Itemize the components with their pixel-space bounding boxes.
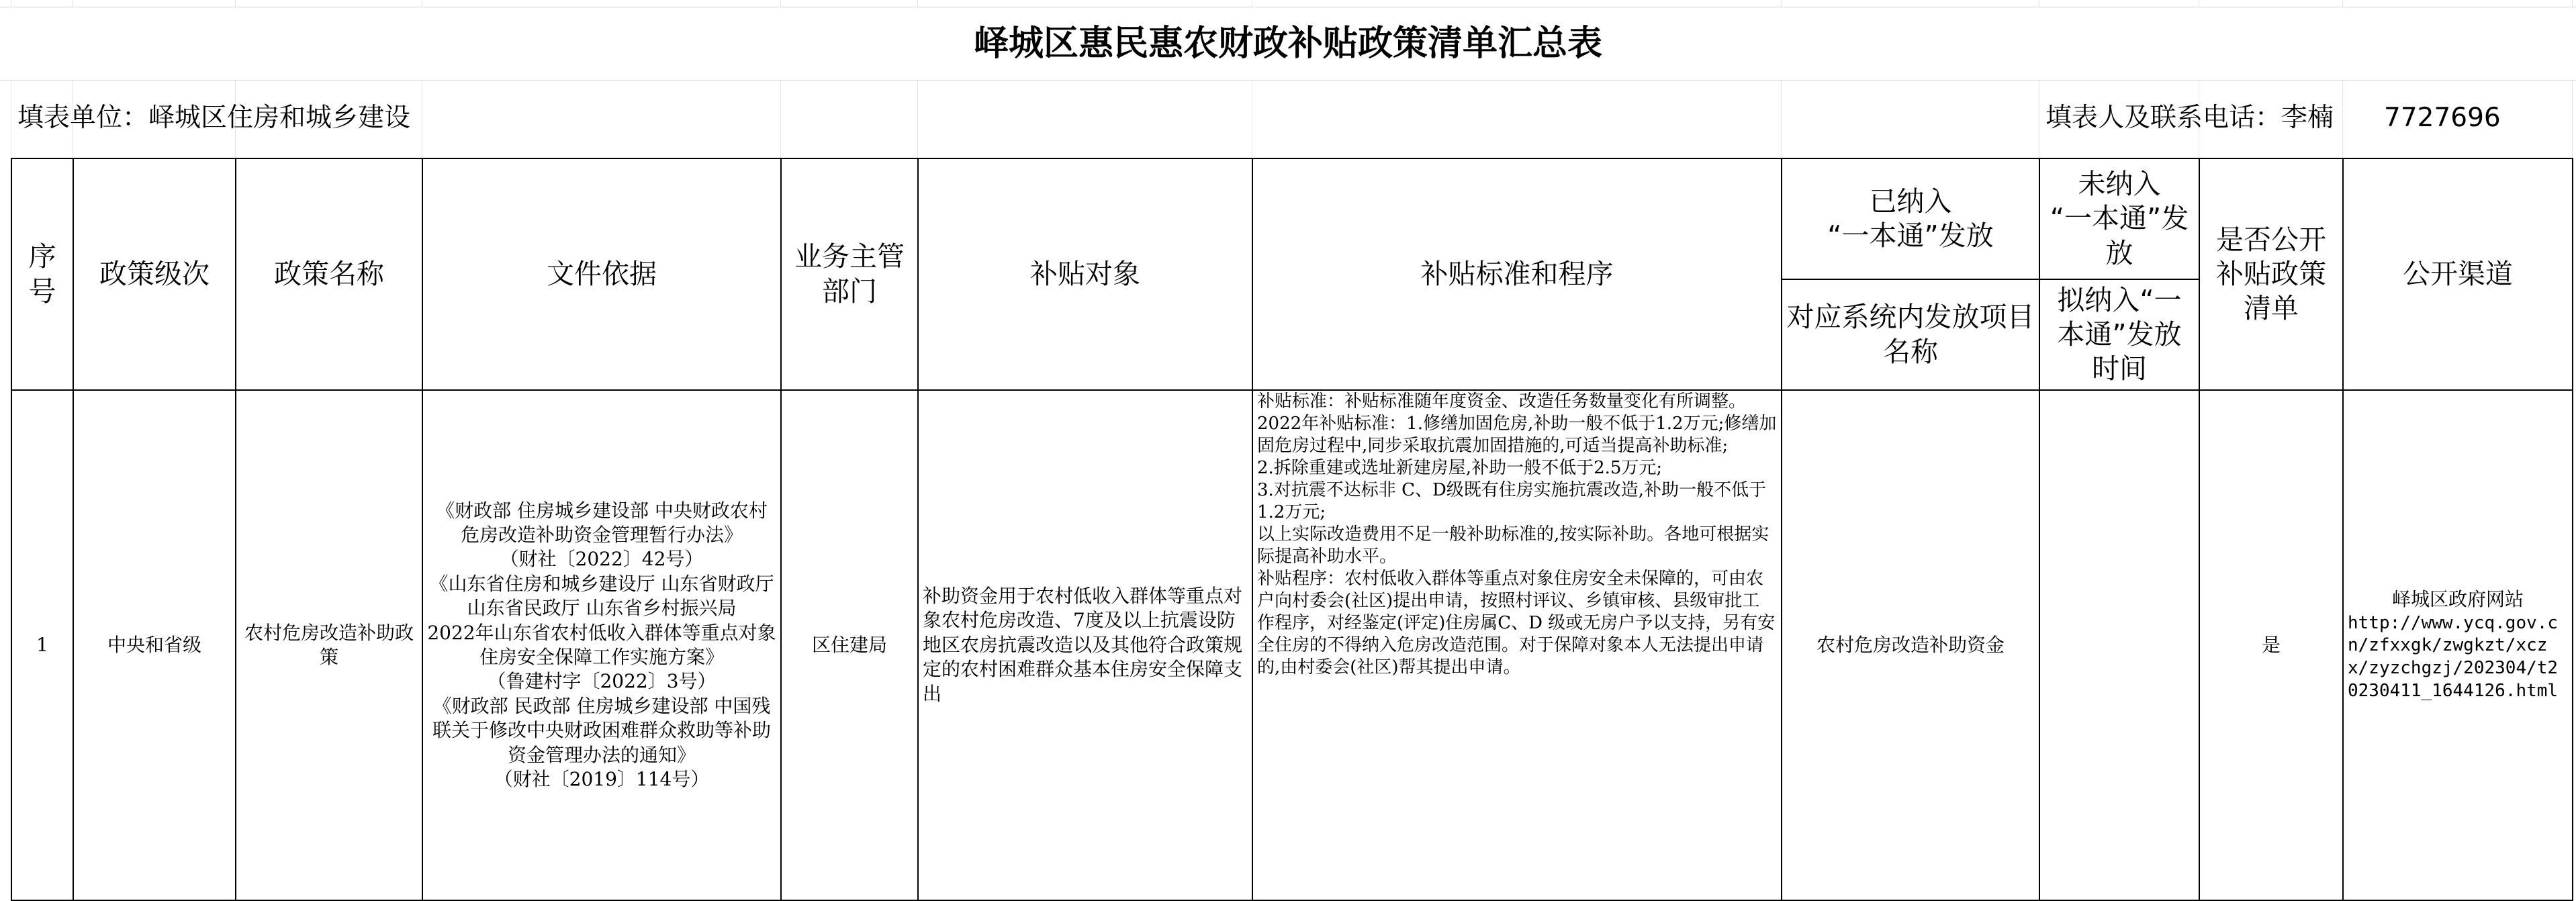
table-row (11, 390, 2573, 900)
title-row (0, 7, 2576, 81)
header-dept: 业务主管部门 (781, 158, 918, 390)
header-name: 政策名称 (236, 158, 422, 390)
channel-name: 峄城区政府网站 (2391, 588, 2524, 611)
cell-dept: 区住建局 (781, 390, 918, 900)
basis-line: （财社〔2019〕114号） (494, 767, 710, 790)
header-target: 补贴对象 (918, 158, 1252, 390)
contact-phone: 7727696 (2384, 103, 2501, 133)
standard-line: 以上实际改造费用不足一般补助标准的,按实际补助。各地可根据实际提高补助水平。 (1257, 524, 1769, 567)
cell-not-included-time (2039, 390, 2199, 900)
cell-included-item: 农村危房改造补助资金 (1782, 390, 2039, 900)
header-included: 已纳入 “一本通”发放 (1782, 158, 2039, 279)
contact-label: 填表人及联系电话：李楠 (2045, 103, 2334, 133)
header-not-included: 未纳入 “一本通”发放 (2039, 158, 2199, 279)
fill-info-row (0, 80, 2576, 156)
basis-line: （鲁建村字〔2022〕3号） (487, 670, 717, 693)
header-basis: 文件依据 (422, 158, 781, 390)
standard-line: 3.对抗震不达标非 C、D级既有住房实施抗震改造,补助一般不低于1.2万元; (1257, 480, 1767, 523)
cell-standard (1252, 390, 1782, 900)
cell-channel (2343, 390, 2573, 900)
cell-target: 补助资金用于农村低收入群体等重点对象农村危房改造、7度及以上抗震设防地区农房抗震改造以及其他符合政策规定的农村困难群众基本住房安全保障支出 (918, 390, 1252, 900)
cell-basis (422, 390, 781, 900)
header-level: 政策级次 (73, 158, 236, 390)
standard-line: 2022年补贴标准：1.修缮加固危房,补助一般不低于1.2万元;修缮加固危房过程中,同步采取抗震加固措施的,可适当提高补助标准; (1257, 414, 1777, 457)
sheet-title: 峄城区惠民惠农财政补贴政策清单汇总表 (973, 23, 1602, 64)
basis-line: （财社〔2022〕42号） (500, 548, 704, 571)
header-not-included-time: 拟纳入“一本通”发放时间 (2039, 279, 2199, 390)
header-channel: 公开渠道 (2343, 158, 2573, 390)
basis-line: 《财政部 住房城乡建设部 中央财政农村危房改造补助资金管理暂行办法》 (436, 499, 768, 547)
basis-line: 《山东省住房和城乡建设厅 山东省财政厅 山东省民政厅 山东省乡村振兴局 (429, 572, 774, 620)
header-row (11, 158, 2573, 279)
header-standard: 补贴标准和程序 (1252, 158, 1782, 390)
standard-line: 2.拆除重建或选址新建房屋,补助一般不低于2.5万元; (1257, 458, 1663, 479)
header-public: 是否公开补贴政策清单 (2199, 158, 2343, 390)
cell-name: 农村危房改造补助政策 (236, 390, 422, 900)
cell-seq: 1 (11, 390, 73, 900)
cell-public: 是 (2199, 390, 2343, 900)
cell-level: 中央和省级 (73, 390, 236, 900)
basis-line: 《财政部 民政部 住房城乡建设部 中国残联关于修改中央财政困难群众救助等补助资金管理办法的通知》 (432, 694, 771, 766)
policy-table (11, 158, 2573, 901)
header-included-item: 对应系统内发放项目名称 (1782, 279, 2039, 390)
basis-line: 2022年山东省农村低收入群体等重点对象住房安全保障工作实施方案》 (427, 621, 776, 668)
header-seq: 序号 (11, 158, 73, 390)
standard-line: 补贴程序：农村低收入群体等重点对象住房安全未保障的，可由农户向村委会(社区)提出申请，按照村评议、乡镇审核、县级审批工作程序，对经鉴定(评定)住房属C、D 级或无房户予以支持，另有安全住房的不得纳入危房改造范围。对于保障对象本人无法提出申请的,由村委会(社区)帮其提出申请。 (1257, 569, 1776, 678)
channel-url-link[interactable]: http://www.ycq.gov.cn/zfxxgk/zwgkzt/xczx/zyzchgzj/202304/t20230411_1644126.html (2348, 612, 2559, 701)
fill-unit: 填表单位：峄城区住房和城乡建设 (17, 103, 411, 133)
standard-line: 补贴标准：补贴标准随年度资金、改造任务数量变化有所调整。 (1257, 391, 1747, 412)
fill-contact (2045, 80, 2501, 156)
